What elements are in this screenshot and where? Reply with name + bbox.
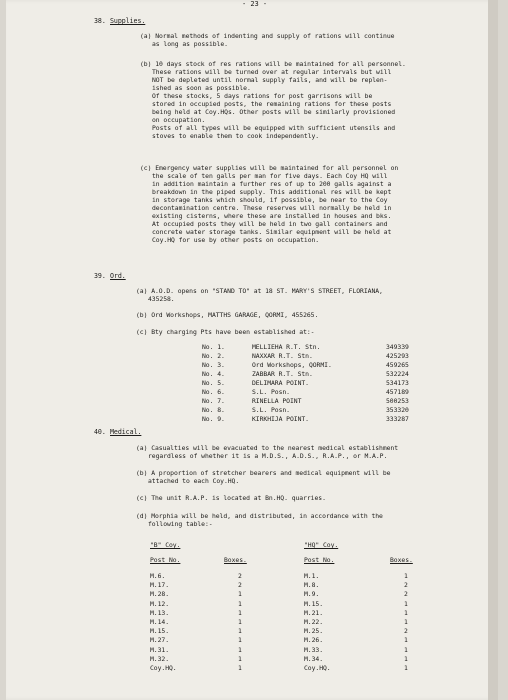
- s38-b-line-6: stored in occupied posts, the remaining rations for these posts: [152, 100, 392, 108]
- s40-d-line-1: (d) Morphia will be held, and distributed, in accordance with the: [136, 512, 383, 520]
- s39-a-line-1: (a) A.O.D. opens on "STAND TO" at 18 ST. MARY'S STREET, FLORIANA,: [136, 287, 383, 295]
- section-40-heading: Medical.: [110, 428, 142, 436]
- b-coy-post: M.15.: [150, 627, 169, 636]
- s40-b-line-2: attached to each Coy.HQ.: [148, 477, 240, 485]
- s38-b-line-10: stoves to enable them to cook independently.: [152, 132, 320, 140]
- s38-c-line-8: At occupied posts they will be held in two gall containers and: [152, 220, 388, 228]
- hq-coy-boxes: 1: [404, 654, 408, 663]
- charging-point-grid-ref: 457189: [386, 388, 409, 396]
- charging-point-number: No. 5.: [202, 379, 225, 387]
- b-coy-post: M.27.: [150, 636, 169, 645]
- charging-point-number: No. 3.: [202, 361, 225, 369]
- b-coy-post: M.12.: [150, 599, 169, 608]
- s38-a-line-1: (a) Normal methods of indenting and supply of rations will continue: [140, 32, 395, 40]
- hq-coy-title: "HQ" Coy.: [304, 541, 339, 549]
- hq-coy-boxes: 1: [404, 664, 408, 672]
- b-coy-boxes: 1: [238, 645, 242, 654]
- hq-coy-boxes: 2: [404, 581, 408, 590]
- hq-coy-post: M.15.: [304, 599, 323, 608]
- s38-b-line-1: (b) 10 days stock of res rations will be maintained for all personnel.: [140, 60, 406, 68]
- s38-c-line-4: breakdown in the piped supply. This additional res will be kept: [152, 188, 392, 196]
- s38-a-line-2: as long as possible.: [152, 40, 228, 48]
- s38-c-line-10: Coy.HQ for use by other posts on occupation.: [152, 236, 320, 244]
- b-coy-boxes: 1: [238, 636, 242, 645]
- hq-coy-post: M.34.: [304, 654, 323, 663]
- s38-b-line-8: on occupation.: [152, 116, 206, 124]
- hq-coy-post: M.25.: [304, 627, 323, 636]
- section-40-number: 40.: [94, 428, 106, 436]
- b-coy-boxes: 1: [238, 608, 242, 617]
- hq-coy-post-header: Post No.: [304, 556, 335, 564]
- s38-b-line-4: ished as soon as possible.: [152, 84, 251, 92]
- s38-c-line-6: decontamination centre. These reserves will normally be held in: [152, 204, 392, 212]
- b-coy-boxes: 1: [238, 599, 242, 608]
- charging-point-grid-ref: 534173: [386, 379, 409, 387]
- hq-coy-post: M.9.: [304, 590, 320, 599]
- hq-coy-post: M.26.: [304, 636, 323, 645]
- charging-point-grid-ref: 349339: [386, 343, 409, 351]
- charging-point-name: DELIMARA POINT.: [252, 379, 309, 387]
- hq-coy-boxes: 1: [404, 618, 408, 626]
- document-page: [6, 0, 498, 700]
- page-number: - 23 -: [242, 0, 267, 8]
- charging-point-number: No. 2.: [202, 352, 225, 360]
- s40-b-line-1: (b) A proportion of stretcher bearers and medical equipment will be: [136, 469, 391, 477]
- hq-coy-post: M.22.: [304, 618, 323, 626]
- b-coy-boxes-header: Boxes.: [224, 556, 247, 564]
- charging-point-grid-ref: 333287: [386, 415, 409, 423]
- hq-coy-post: M.33.: [304, 645, 323, 654]
- s38-b-line-2: These rations will be turned over at regular intervals but will: [152, 68, 392, 76]
- hq-coy-boxes: 1: [404, 572, 408, 580]
- s40-c-line: (c) The unit R.A.P. is located at Bn.HQ. quarries.: [136, 494, 326, 502]
- hq-coy-boxes: 1: [404, 599, 408, 608]
- charging-point-name: S.L. Posn.: [252, 388, 290, 396]
- hq-coy-post: M.1.: [304, 572, 320, 580]
- charging-point-number: No. 4.: [202, 370, 225, 378]
- b-coy-boxes: 1: [238, 618, 242, 626]
- b-coy-boxes: 2: [238, 581, 242, 590]
- s38-c-line-5: in storage tanks which should, if possible, be near to the Coy: [152, 196, 388, 204]
- hq-coy-post: M.8.: [304, 581, 320, 590]
- charging-point-grid-ref: 353320: [386, 406, 409, 414]
- charging-point-number: No. 7.: [202, 397, 225, 405]
- s40-d-line-2: following table:-: [148, 520, 213, 528]
- s38-c-line-2: the scale of ten galls per man for five days. Each Coy HQ will: [152, 172, 388, 180]
- s38-b-line-3: NOT be depleted until normal supply fails, and will be replen-: [152, 76, 388, 84]
- charging-point-name: KIRKHIJA POINT.: [252, 415, 309, 423]
- b-coy-post: M.28.: [150, 590, 169, 599]
- hq-coy-boxes: 2: [404, 590, 408, 599]
- charging-point-name: NAXXAR R.T. Stn.: [252, 352, 313, 360]
- section-38-number: 38.: [94, 17, 106, 25]
- s38-c-line-3: in addition maintain a further res of up to 200 galls against a: [152, 180, 392, 188]
- b-coy-post: Coy.HQ.: [150, 664, 177, 672]
- s39-c-line: (c) Bty charging Pts have been established at:-: [136, 328, 315, 336]
- charging-point-name: RINELLA POINT: [252, 397, 302, 405]
- s38-c-line-1: (c) Emergency water supplies will be maintained for all personnel on: [140, 164, 399, 172]
- s39-b-line: (b) Ord Workshops, MATTHS GARAGE, QORMI, 455265.: [136, 311, 319, 319]
- charging-point-number: No. 8.: [202, 406, 225, 414]
- charging-point-name: S.L. Posn.: [252, 406, 290, 414]
- b-coy-post: M.14.: [150, 618, 169, 626]
- b-coy-title: "B" Coy.: [150, 541, 181, 549]
- b-coy-post: M.6.: [150, 572, 166, 580]
- s38-c-line-7: existing cisterns, where these are installed in houses and bks.: [152, 212, 392, 220]
- charging-point-grid-ref: 459265: [386, 361, 409, 369]
- b-coy-boxes: 1: [238, 627, 242, 636]
- section-38-heading: Supplies.: [110, 17, 146, 25]
- b-coy-post: M.17.: [150, 581, 169, 590]
- hq-coy-boxes-header: Boxes.: [390, 556, 413, 564]
- b-coy-boxes: 1: [238, 590, 242, 599]
- hq-coy-post: M.21.: [304, 608, 323, 617]
- b-coy-post: M.32.: [150, 654, 169, 663]
- b-coy-post: M.31.: [150, 645, 169, 654]
- s39-a-line-2: 435258.: [148, 295, 175, 303]
- hq-coy-boxes: 1: [404, 608, 408, 617]
- s38-b-line-5: Of these stocks, 5 days rations for post garrisons will be: [152, 92, 373, 100]
- s38-b-line-7: being held at Coy.HQs. Other posts will be similarly provisioned: [152, 108, 396, 116]
- b-coy-post: M.13.: [150, 608, 169, 617]
- charging-point-number: No. 6.: [202, 388, 225, 396]
- hq-coy-post: Coy.HQ.: [304, 664, 331, 672]
- s38-b-line-9: Posts of all types will be equipped with sufficient utensils and: [152, 124, 396, 132]
- charging-point-number: No. 1.: [202, 343, 225, 351]
- hq-coy-boxes: 1: [404, 636, 408, 645]
- b-coy-post-header: Post No.: [150, 556, 181, 564]
- hq-coy-boxes: 1: [404, 645, 408, 654]
- s40-a-line-2: regardless of whether it is a M.D.S., A.D.S., R.A.P., or M.A.P.: [148, 452, 388, 460]
- charging-point-name: MELLIEHA R.T. Stn.: [252, 343, 321, 351]
- s38-c-line-9: concrete water storage tanks. Similar equipment will be held at: [152, 228, 392, 236]
- charging-point-number: No. 9.: [202, 415, 225, 423]
- section-39-number: 39.: [94, 272, 106, 280]
- page-edge: [488, 0, 498, 700]
- charging-point-grid-ref: 425293: [386, 352, 409, 360]
- b-coy-boxes: 2: [238, 572, 242, 580]
- charging-point-grid-ref: 500253: [386, 397, 409, 405]
- s40-a-line-1: (a) Casualties will be evacuated to the nearest medical establishment: [136, 444, 399, 452]
- section-39-heading: Ord.: [110, 272, 126, 280]
- b-coy-boxes: 1: [238, 654, 242, 663]
- charging-point-name: Ord Workshops, QORMI.: [252, 361, 332, 369]
- hq-coy-boxes: 2: [404, 627, 408, 636]
- charging-point-name: ZABBAR R.T. Stn.: [252, 370, 313, 378]
- charging-point-grid-ref: 532224: [386, 370, 409, 378]
- b-coy-boxes: 1: [238, 664, 242, 672]
